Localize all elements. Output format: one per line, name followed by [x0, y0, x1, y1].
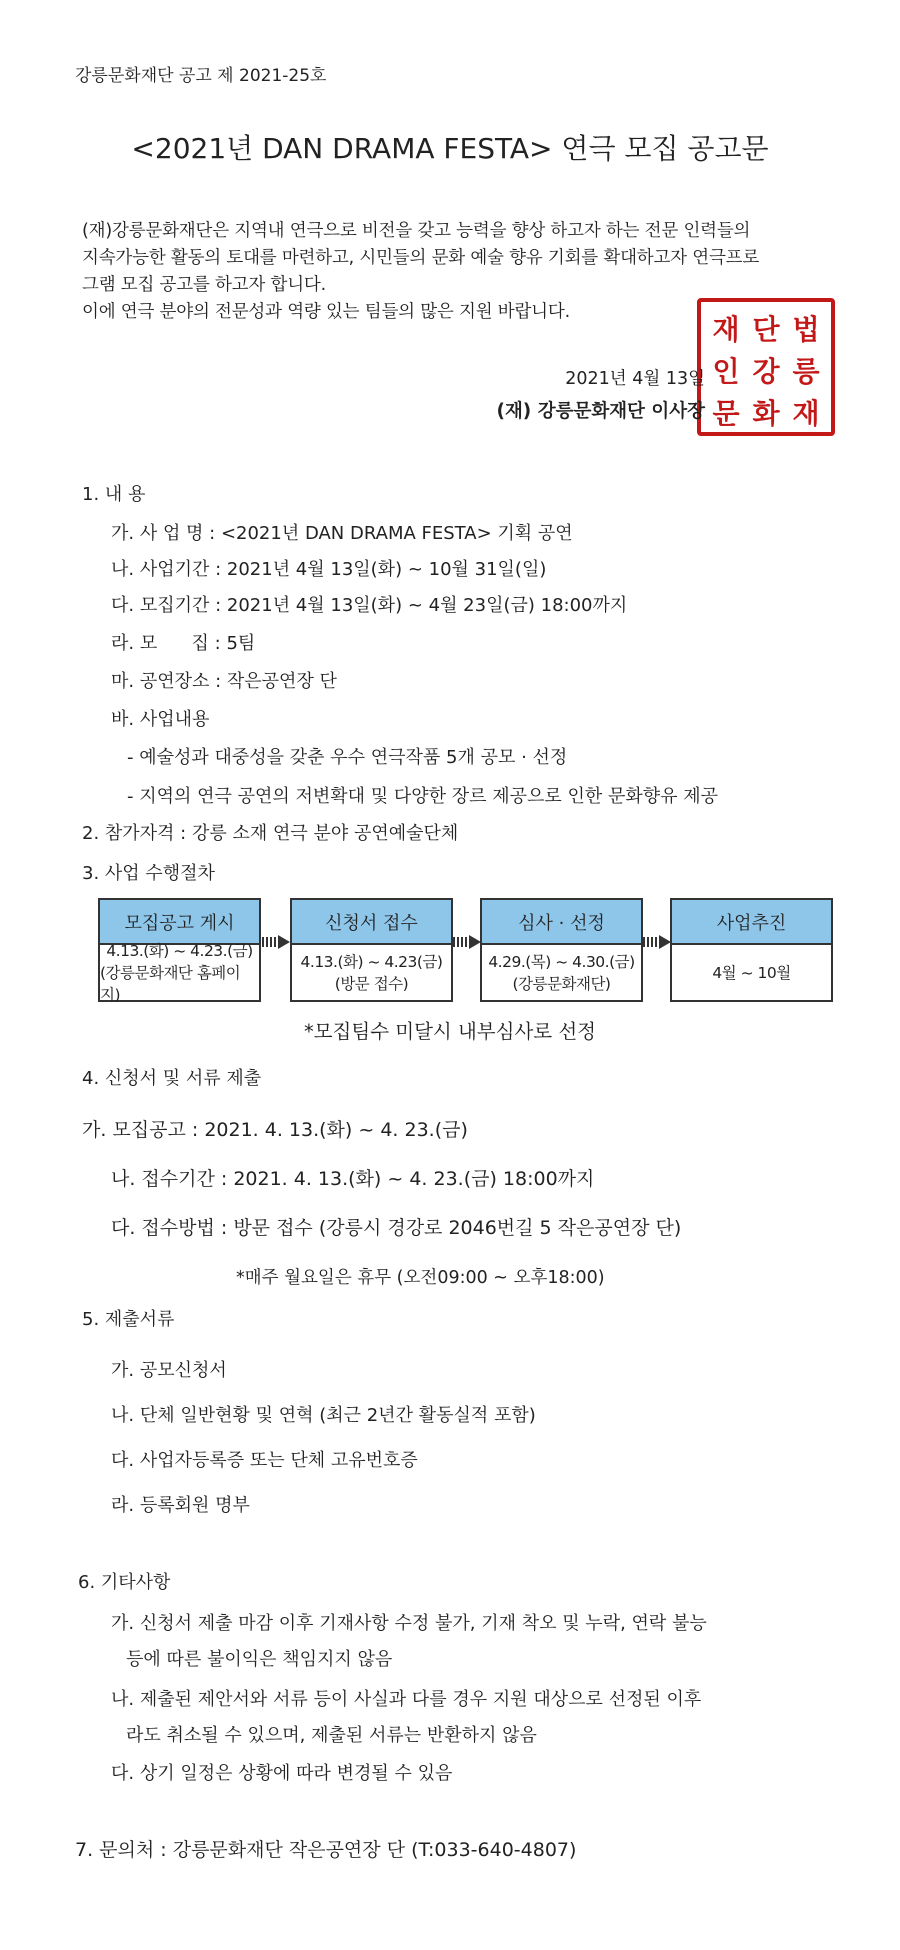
- s4-item-receipt-method: 다. 접수방법 : 방문 접수 (강릉시 경강로 2046번길 5 작은공연장 단): [111, 1217, 682, 1239]
- s1-content-bullet: - 예술성과 대중성을 갖춘 우수 연극작품 5개 공모 · 선정: [127, 747, 568, 768]
- flow-step-note: (강릉문화재단 홈페이지): [100, 963, 241, 1004]
- section-6-heading: 6. 기타사항: [78, 1572, 171, 1593]
- flow-step-body: [98, 941, 261, 1004]
- s1-item-venue: 마. 공연장소 : 작은공연장 단: [111, 671, 337, 692]
- section-5-heading: 5. 제출서류: [82, 1309, 175, 1330]
- s1-item-recruit-count: 라. 모 집 : 5팀: [111, 633, 256, 654]
- official-seal: [697, 298, 835, 436]
- flow-step-date: 4.29.(목) ~ 4.30.(금): [488, 952, 635, 971]
- flow-step-date: 4.13.(화) ~ 4.23.(금): [106, 941, 253, 960]
- seal-char: 인: [712, 355, 740, 388]
- s6-item-continued: 라도 취소될 수 있으며, 제출된 서류는 반환하지 않음: [126, 1725, 537, 1746]
- flow-note: *모집팀수 미달시 내부심사로 선정: [303, 1020, 597, 1043]
- s1-item-business-content: 바. 사업내용: [111, 709, 210, 730]
- flow-step-title: 신청서 접수: [290, 898, 453, 945]
- flow-step-title: 심사 · 선정: [480, 898, 643, 945]
- intro-line: 이에 연극 분야의 전문성과 역량 있는 팀들의 많은 지원 바랍니다.: [82, 302, 570, 322]
- s6-item: 다. 상기 일정은 상황에 따라 변경될 수 있음: [111, 1763, 453, 1784]
- section-1-heading: 1. 내 용: [82, 484, 146, 505]
- flow-step-date: 4월 ~ 10월: [712, 963, 791, 982]
- s5-doc-item: 라. 등록회원 명부: [111, 1495, 250, 1516]
- flow-step-body: [480, 945, 643, 1002]
- flow-step-title: 사업추진: [670, 898, 833, 945]
- issue-date: 2021년 4월 13일: [565, 369, 705, 389]
- seal-char: 단: [752, 313, 780, 346]
- flow-step-3: [480, 898, 643, 1002]
- s6-item: 나. 제출된 제안서와 서류 등이 사실과 다를 경우 지원 대상으로 선정된 이후: [111, 1689, 702, 1710]
- flow-arrow-icon: [643, 935, 673, 949]
- s1-item-recruit-period: 다. 모집기간 : 2021년 4월 13일(화) ~ 4월 23일(금) 18:00까지: [111, 595, 628, 616]
- seal-char: 법: [792, 313, 820, 346]
- intro-line: 지속가능한 활동의 토대를 마련하고, 시민들의 문화 예술 향유 기회를 확대하고자 연극프로: [82, 248, 760, 268]
- s6-item: 가. 신청서 제출 마감 이후 기재사항 수정 불가, 기재 착오 및 누락, 연락 불능: [111, 1613, 707, 1634]
- s5-doc-item: 가. 공모신청서: [111, 1360, 227, 1381]
- section-4-heading: 4. 신청서 및 서류 제출: [82, 1068, 262, 1089]
- flow-step-1: [98, 898, 261, 1002]
- flow-arrow-icon: [262, 935, 292, 949]
- seal-char: 강: [752, 355, 780, 388]
- intro-line: 그램 모집 공고를 하고자 합니다.: [82, 275, 326, 295]
- seal-char: 재: [712, 313, 740, 346]
- s5-doc-item: 나. 단체 일반현황 및 연혁 (최근 2년간 활동실적 포함): [111, 1405, 536, 1426]
- s1-item-business-period: 나. 사업기간 : 2021년 4월 13일(화) ~ 10월 31일(일): [111, 559, 547, 580]
- issuer-signature: (재) 강릉문화재단 이사장: [496, 401, 705, 422]
- flow-step-4: [670, 898, 833, 1002]
- flow-step-date: 4.13.(화) ~ 4.23(금): [300, 952, 443, 971]
- seal-char: 화: [752, 397, 780, 430]
- flow-step-note: (강릉문화재단): [512, 974, 611, 993]
- seal-char: 재: [792, 397, 820, 430]
- s6-item-continued: 등에 따른 불이익은 책임지지 않음: [126, 1649, 393, 1670]
- s4-item-receipt-period: 나. 접수기간 : 2021. 4. 13.(화) ~ 4. 23.(금) 18:00까지: [111, 1168, 595, 1190]
- section-2-heading: 2. 참가자격 : 강릉 소재 연극 분야 공연예술단체: [82, 823, 459, 844]
- flow-step-title: 모집공고 게시: [98, 898, 261, 945]
- page-title: <2021년 DAN DRAMA FESTA> 연극 모집 공고문: [131, 132, 769, 165]
- intro-line: (재)강릉문화재단은 지역내 연극으로 비전을 갖고 능력을 향상 하고자 하는 전문 인력들의: [82, 221, 751, 241]
- flow-arrow-icon: [453, 935, 483, 949]
- section-7-contact: 7. 문의처 : 강릉문화재단 작은공연장 단 (T:033-640-4807): [75, 1839, 577, 1861]
- seal-char: 릉: [792, 355, 820, 388]
- s4-item-notice-period: 가. 모집공고 : 2021. 4. 13.(화) ~ 4. 23.(금): [82, 1119, 468, 1141]
- s4-closed-note: *매주 월요일은 휴무 (오전09:00 ~ 오후18:00): [236, 1268, 605, 1288]
- flow-step-body: [670, 945, 833, 1002]
- flow-step-body: [290, 945, 453, 1002]
- seal-char: 문: [712, 397, 740, 430]
- section-3-heading: 3. 사업 수행절차: [82, 863, 215, 884]
- s5-doc-item: 다. 사업자등록증 또는 단체 고유번호증: [111, 1450, 418, 1471]
- s1-content-bullet: - 지역의 연극 공연의 저변확대 및 다양한 장르 제공으로 인한 문화향유 제공: [127, 786, 719, 807]
- s1-item-business-name: 가. 사 업 명 : <2021년 DAN DRAMA FESTA> 기획 공연: [111, 523, 573, 544]
- flow-step-2: [290, 898, 453, 1002]
- notice-number: 강릉문화재단 공고 제 2021-25호: [75, 66, 327, 86]
- flow-step-note: (방문 접수): [334, 974, 409, 993]
